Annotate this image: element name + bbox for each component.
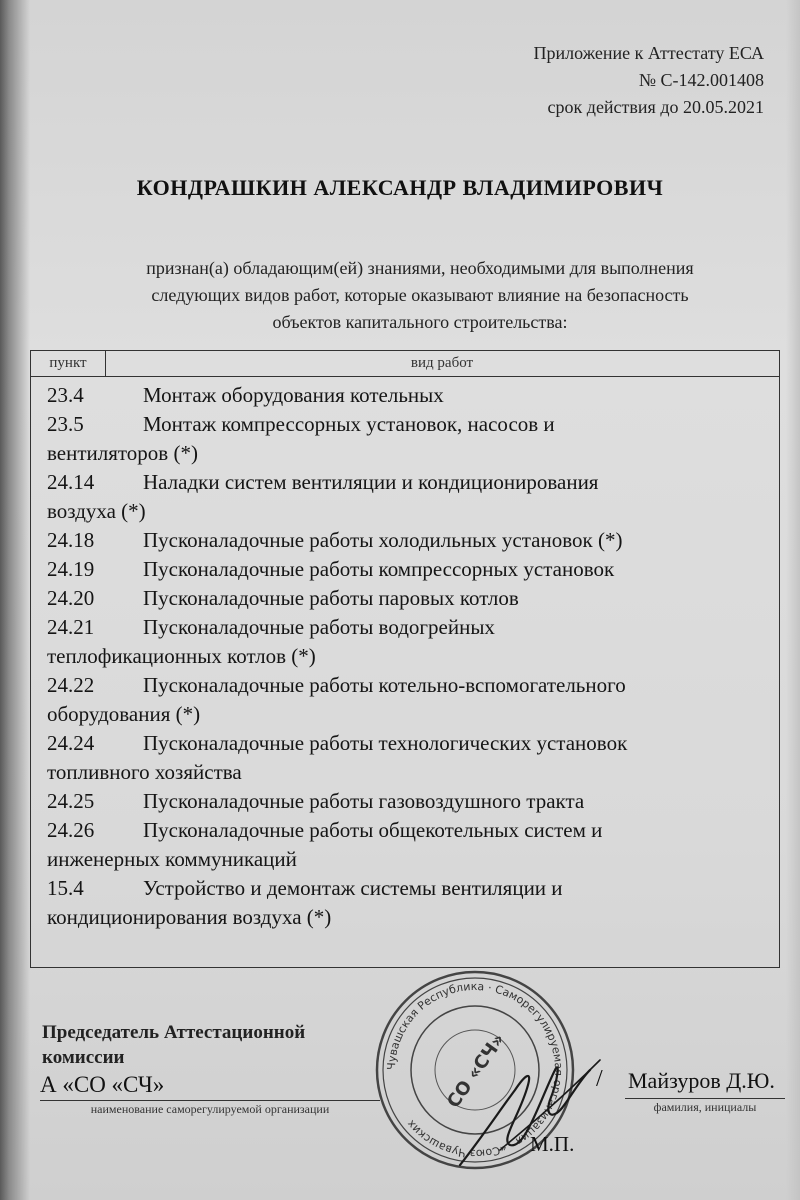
person-name: КОНДРАШКИН АЛЕКСАНДР ВЛАДИМИРОВИЧ [136,175,664,200]
signer-caption: фамилия, инициалы [653,1100,757,1114]
row-code: 24.24 [47,731,95,755]
table-row [47,613,769,642]
table-row [47,729,769,758]
row-code: 23.4 [47,383,84,407]
row-text: Пусконаладочные работы газовоздушного тракта [143,789,585,813]
row-code: 24.25 [47,789,95,813]
row-text: Пусконаладочные работы компрессорных установок [143,557,615,581]
row-text: Пусконаладочные работы общекотельных систем и [143,818,603,842]
row-code: 24.14 [47,470,95,494]
row-code: 24.21 [47,615,95,639]
row-text: Устройство и демонтаж системы вентиляции и [143,876,563,900]
row-text: Пусконаладочные работы водогрейных [143,615,495,639]
row-continuation: оборудования (*) [47,702,201,726]
row-code: 24.26 [47,818,95,842]
stamp-center-text: СО «СЧ» [443,1029,510,1113]
row-text: Монтаж оборудования котельных [143,383,444,407]
handwritten-signature [440,1030,620,1180]
intro-line-1: признан(а) обладающим(ей) знаниями, необходимыми для выполнения [146,258,694,278]
table-header [31,351,779,377]
table-row [47,410,769,439]
row-text: Пусконаладочные работы холодильных установок (*) [143,528,623,552]
row-text: Пусконаладочные работы технологических установок [143,731,628,755]
table-row [47,671,769,700]
stamp-place-label: М.П. [530,1132,575,1156]
annex-validity: срок действия до 20.05.2021 [547,97,764,117]
row-code: 23.5 [47,412,84,436]
annex-header [534,40,764,121]
signer-underline [625,1098,785,1099]
table-row [47,584,769,613]
row-code: 24.18 [47,528,95,552]
table-row [47,381,769,410]
row-continuation: вентиляторов (*) [47,441,198,465]
column-header-vid: вид работ [410,355,474,371]
intro-line-2: следующих видов работ, которые оказывают влияние на безопасность [151,285,689,305]
table-row [47,555,769,584]
row-code: 24.20 [47,586,95,610]
intro-text [40,255,800,336]
row-text: Пусконаладочные работы паровых котлов [143,586,519,610]
row-code: 24.19 [47,557,95,581]
row-code: 15.4 [47,876,84,900]
row-continuation: топливного хозяйства [47,760,242,784]
chair-title [42,1020,305,1070]
annex-title: Приложение к Аттестату ЕСА [533,43,764,63]
table-body [31,377,779,932]
separator-slash: / [596,1066,603,1092]
signer-name: Майзуров Д.Ю. [628,1068,775,1093]
stamp-outer-text: Чувашская Республика · Саморегулируемая организация · «Союз Чувашских [384,979,566,1161]
organization-caption: наименование саморегулируемой организации [90,1102,330,1116]
chair-line-2: комиссии [42,1047,125,1068]
row-continuation: воздуха (*) [47,499,146,523]
row-text: Пусконаладочные работы котельно-вспомогательного [143,673,626,697]
row-continuation: кондиционирования воздуха (*) [47,905,332,929]
row-continuation: инженерных коммуникаций [47,847,297,871]
table-row [47,816,769,845]
table-row [47,874,769,903]
intro-line-3: объектов капитального строительства: [272,312,568,332]
table-row [47,787,769,816]
organization-name: А «СО «СЧ» [40,1072,165,1097]
column-header-punkt: пункт [31,351,106,376]
row-continuation: теплофикационных котлов (*) [47,644,316,668]
row-code: 24.22 [47,673,95,697]
work-types-table [30,350,780,968]
row-text: Наладки систем вентиляции и кондиционирования [143,470,599,494]
organization-underline [40,1100,380,1101]
table-row [47,468,769,497]
table-row [47,526,769,555]
row-text: Монтаж компрессорных установок, насосов и [143,412,555,436]
chair-line-1: Председатель Аттестационной [42,1022,306,1043]
annex-number: № С-142.001408 [638,70,764,90]
